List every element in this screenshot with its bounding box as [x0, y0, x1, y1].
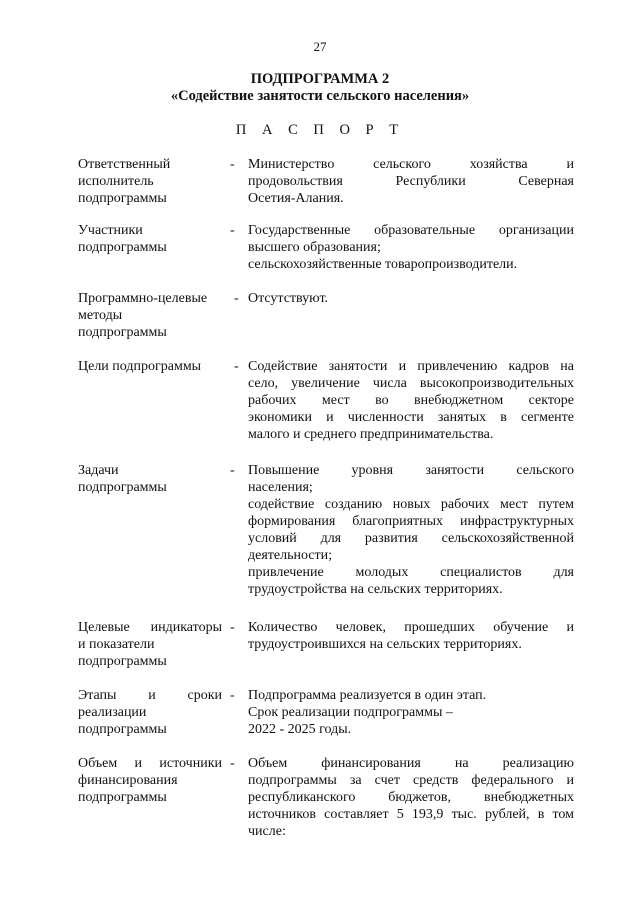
value-line: республиканского бюджетов, внебюджетных [248, 790, 574, 805]
value-line: населения; [248, 480, 313, 495]
row-label [78, 755, 222, 806]
value-line: деятельности; [248, 548, 333, 563]
value-line: село, увеличение числа высокопроизводительных [248, 376, 574, 391]
value-line: Содействие занятости и привлечению кадров на [248, 359, 574, 374]
label-line: финансирования [78, 773, 178, 788]
row-value [248, 156, 574, 207]
label-line: Ответственный [78, 157, 171, 172]
passport-heading: П А С П О Р Т [235, 122, 405, 138]
value-line: Отсутствуют. [248, 291, 329, 306]
row-label [78, 156, 222, 207]
value-line: рабочих мест во внебюджетном секторе [248, 393, 574, 408]
label-line: Задачи [78, 463, 119, 478]
row-dash: - [230, 620, 235, 635]
label-line: подпрограммы [78, 240, 167, 255]
label-line: Участники [78, 223, 143, 238]
value-line: Подпрограмма реализуется в один этап. [248, 688, 487, 703]
row-label [78, 687, 222, 738]
value-line: трудоустройства на сельских территориях. [248, 582, 503, 597]
row-label [78, 462, 222, 496]
value-line: Количество человек, прошедших обучение и [248, 620, 574, 635]
value-line: сельскохозяйственные товаропроизводители. [248, 257, 518, 272]
row-value [248, 358, 574, 443]
row-dash: - [230, 463, 235, 478]
label-line: Программно-целевые [78, 291, 208, 306]
value-line: Государственные образовательные организации [248, 223, 574, 238]
value-line: подпрограммы за счет средств федерального и [248, 773, 574, 788]
value-line: Министерство сельского хозяйства и [248, 157, 574, 172]
label-line: методы [78, 308, 123, 323]
label-line: подпрограммы [78, 722, 167, 737]
row-value [248, 687, 574, 738]
label-line: реализации [78, 705, 147, 720]
value-line: формирования благоприятных инфраструктурных [248, 514, 574, 529]
label-line: подпрограммы [78, 325, 167, 340]
value-line: источников составляет 5 193,9 тыс. рублей, в том [248, 807, 574, 822]
row-dash: - [230, 223, 235, 238]
row-value [248, 619, 574, 653]
row-label [78, 222, 222, 256]
subprogram-title-line2: «Содействие занятости сельского населения» [170, 88, 470, 104]
row-dash: - [234, 359, 239, 374]
value-line: продовольствия Республики Северная [248, 174, 574, 189]
value-line: малого и среднего предпринимательства. [248, 427, 494, 442]
label-line: Объем и источники [78, 756, 222, 771]
row-label [78, 619, 222, 670]
row-label [78, 358, 222, 375]
row-value [248, 290, 574, 307]
label-line: исполнитель [78, 174, 154, 189]
label-line: подпрограммы [78, 790, 167, 805]
label-line: подпрограммы [78, 480, 167, 495]
label-line: Этапы и сроки [78, 688, 222, 703]
value-line: условий для развития сельскохозяйственной [248, 531, 574, 546]
value-line: числе: [248, 824, 286, 839]
value-line: экономики и численности занятых в сегменте [248, 410, 574, 425]
label-line: подпрограммы [78, 654, 167, 669]
label-line: Цели подпрограммы [78, 359, 202, 374]
page-number: 27 [313, 39, 327, 54]
label-line: Целевые индикаторы [78, 620, 222, 635]
value-line: содействие созданию новых рабочих мест путем [248, 497, 574, 512]
row-dash: - [230, 756, 235, 771]
row-dash: - [234, 291, 239, 306]
value-line: высшего образования; [248, 240, 381, 255]
row-value [248, 462, 574, 598]
value-line: трудоустроившихся на сельских территориях. [248, 637, 522, 652]
value-line: Объем финансирования на реализацию [248, 756, 574, 771]
subprogram-title [0, 71, 640, 105]
row-value [248, 755, 574, 840]
value-line: Осетия-Алания. [248, 191, 344, 206]
label-line: и показатели [78, 637, 155, 652]
row-dash: - [230, 157, 235, 172]
row-dash: - [230, 688, 235, 703]
value-line: 2022 - 2025 годы. [248, 722, 352, 737]
value-line: привлечение молодых специалистов для [248, 565, 574, 580]
row-value [248, 222, 574, 273]
row-label [78, 290, 222, 341]
label-line: подпрограммы [78, 191, 167, 206]
value-line: Повышение уровня занятости сельского [248, 463, 574, 478]
subprogram-title-line1: ПОДПРОГРАММА 2 [250, 71, 390, 87]
value-line: Срок реализации подпрограммы – [248, 705, 453, 720]
